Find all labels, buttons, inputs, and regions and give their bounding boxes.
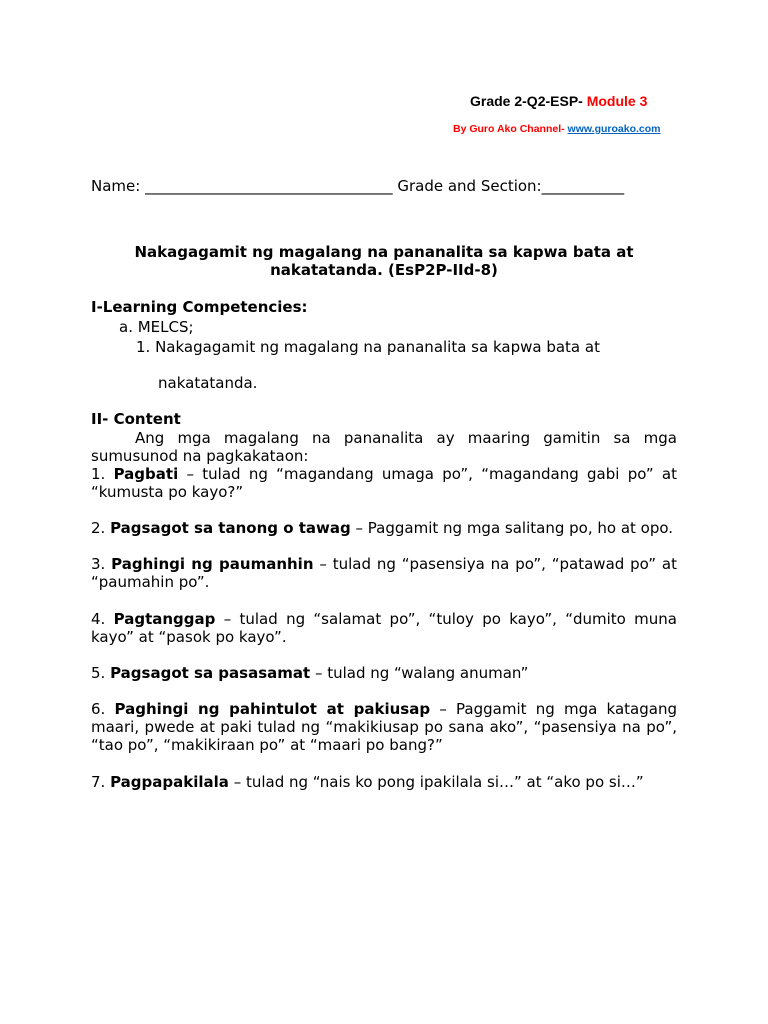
content-item (91, 610, 677, 646)
content-item (91, 773, 677, 791)
section2-intro: Ang mga magalang na pananalita ay maaring gamitin sa mga sumusunod na pagkakataon: (91, 429, 677, 465)
content-item-num: 4. (91, 610, 114, 628)
content-item-desc: – tulad ng “pasensiya na po”, “patawad po” at “paumahin po”. (91, 555, 677, 591)
content-item (91, 519, 677, 537)
content-item-term: Pagpapakilala (110, 773, 229, 791)
content-item-term: Pagbati (113, 465, 179, 483)
content-item-term: Pagsagot sa tanong o tawag (110, 519, 351, 537)
content-item-desc: – tulad ng “nais ko pong ipakilala si…” at “ako po si…” (228, 773, 644, 791)
header-credit-text: By Guro Ako Channel- (453, 123, 568, 135)
content-item-num: 5. (91, 664, 111, 682)
header-grade-text: Grade 2-Q2-ESP- (470, 93, 587, 109)
content-item-num: 2. (91, 519, 111, 537)
header-grade-module (470, 93, 647, 109)
content-item-term: Paghingi ng pahintulot at pakiusap (114, 700, 431, 718)
section2-heading: II- Content (91, 410, 181, 428)
content-item-num: 6. (91, 700, 115, 718)
section1-heading: I-Learning Competencies: (91, 298, 308, 316)
content-item (91, 555, 677, 591)
content-item (91, 465, 677, 501)
header-module-text: Module 3 (586, 93, 648, 109)
header-credit (453, 123, 661, 135)
section1-item-a: a. MELCS; (119, 318, 194, 336)
section1-item-1-cont: nakatatanda. (158, 374, 258, 392)
content-item (91, 700, 677, 754)
content-item-desc: – tulad ng “magandang umaga po”, “magandang gabi po” at “kumusta po kayo?” (91, 465, 677, 501)
content-item-desc: – tulad ng “walang anuman” (310, 664, 529, 682)
content-item-desc: – Paggamit ng mga katagang maari, pwede at paki tulad ng “makikiusap po sana ako”, “pasensiya na po”, “tao po”, “makikiraan po” at “maari po bang?” (91, 700, 677, 754)
content-item-num: 1. (91, 465, 114, 483)
name-section-line: Name: _________________________________ Grade and Section:___________ (91, 177, 625, 195)
content-item-num: 3. (91, 555, 112, 573)
content-item-desc: – tulad ng “salamat po”, “tuloy po kayo”, “dumito muna kayo” at “pasok po kayo”. (91, 610, 677, 646)
content-item-term: Paghingi ng paumanhin (111, 555, 314, 573)
content-item-num: 7. (91, 773, 111, 791)
content-item-term: Pagtanggap (113, 610, 216, 628)
website-link[interactable]: www.guroako.com (567, 123, 661, 135)
content-item-term: Pagsagot sa pasasamat (110, 664, 311, 682)
content-item-desc: – Paggamit ng mga salitang po, ho at opo. (350, 519, 674, 537)
section1-item-1: 1. Nakagagamit ng magalang na pananalita sa kapwa bata at (136, 338, 600, 356)
content-item (91, 664, 677, 682)
lesson-title: Nakagagamit ng magalang na pananalita sa kapwa bata at nakatatanda. (EsP2P-IId-8) (134, 243, 634, 279)
